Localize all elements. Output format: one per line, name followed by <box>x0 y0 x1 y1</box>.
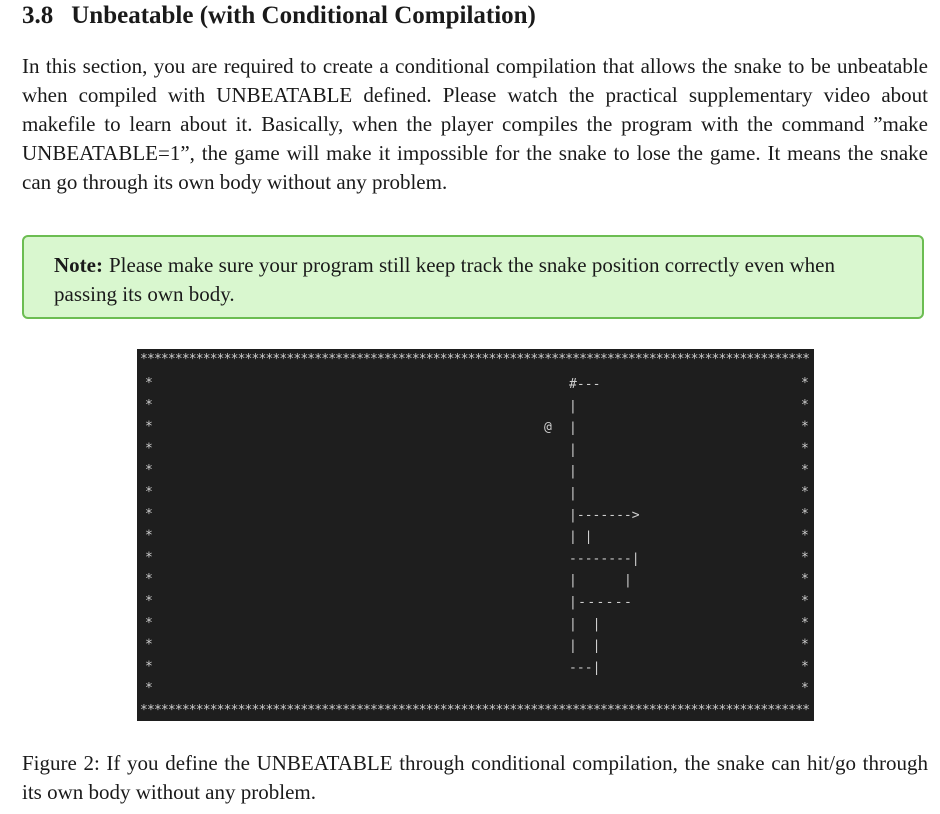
border-left-cell: * <box>145 506 153 522</box>
border-left-cell: * <box>145 572 153 588</box>
figure-caption: Figure 2: If you define the UNBEATABLE through conditional compilation, the snake can hit/go through its own body without any problem. <box>22 751 928 804</box>
border-left-cell: * <box>145 550 153 566</box>
terminal-canvas <box>137 349 814 721</box>
snake-segment-row: |-------> <box>569 507 640 523</box>
border-left-cell: * <box>145 419 153 435</box>
border-right-cell: * <box>801 485 809 500</box>
border-right-cell: * <box>801 441 809 457</box>
intro-paragraph: In this section, you are required to create a conditional compilation that allows the snake to be unbeatable when compiled with UNBEATABLE defined. Please watch the practical supplementary video about makefile to learn about it. Basically, when the player compiles the program with the command ”make UNBEATABLE=1”, the game will make it impossible for the snake to lose the game. It means the snake can go through its own body without any problem. <box>22 54 928 194</box>
snake-segment-row: | <box>569 486 577 501</box>
border-right-cell: * <box>801 637 809 653</box>
snake-segment-row: | <box>569 464 577 480</box>
border-right-cell: * <box>801 615 809 631</box>
border-left-cell: * <box>145 637 153 653</box>
border-left-cell: * <box>145 681 153 697</box>
snake-segment-row: | | <box>569 638 601 654</box>
snake-segment-row: | | <box>569 616 601 632</box>
snake-segment-row: #--- <box>569 377 601 392</box>
border-left-cell: * <box>145 485 153 500</box>
snake-segment-row: | | <box>569 529 593 545</box>
border-right-cell: * <box>801 550 809 566</box>
note-label: Note: <box>54 253 103 277</box>
border-left-cell: * <box>145 659 153 675</box>
section-title: Unbeatable (with Conditional Compilation) <box>71 2 536 29</box>
border-right-cell: * <box>801 681 809 697</box>
border-right-cell: * <box>801 506 809 522</box>
border-left-cell: * <box>145 397 153 413</box>
border-left-cell: * <box>145 441 153 457</box>
border-right-cell: * <box>801 659 809 675</box>
border-left-cell: * <box>145 594 153 609</box>
border-top: ************************************************************************************************ <box>140 352 810 367</box>
snake-segment-row: ---| <box>569 660 601 676</box>
snake-segment-row: | <box>569 442 577 458</box>
border-right-cell: * <box>801 419 809 435</box>
snake-segment-row: | | <box>569 573 632 589</box>
border-right-cell: * <box>801 572 809 588</box>
border-right-cell: * <box>801 397 809 413</box>
terminal-screenshot <box>137 349 814 721</box>
snake-segment-row: |------ <box>569 595 632 610</box>
section-heading <box>22 2 536 30</box>
border-right-cell: * <box>801 376 809 391</box>
snake-segment-row: | <box>569 398 577 414</box>
note-text: Please make sure your program still keep track the snake position correctly even when passing its own body. <box>54 253 835 306</box>
note-box <box>22 235 924 319</box>
border-left-cell: * <box>145 463 153 479</box>
food-symbol: @ <box>544 420 552 435</box>
snake-segment-row: --------| <box>569 551 640 567</box>
border-right-cell: * <box>801 528 809 544</box>
border-left-cell: * <box>145 376 153 391</box>
section-number: 3.8 <box>22 2 54 29</box>
border-right-cell: * <box>801 594 809 609</box>
snake-segment-row: | <box>569 420 577 436</box>
border-right-cell: * <box>801 463 809 479</box>
border-left-cell: * <box>145 528 153 544</box>
border-left-cell: * <box>145 615 153 631</box>
border-bottom: ************************************************************************************************ <box>140 703 810 718</box>
